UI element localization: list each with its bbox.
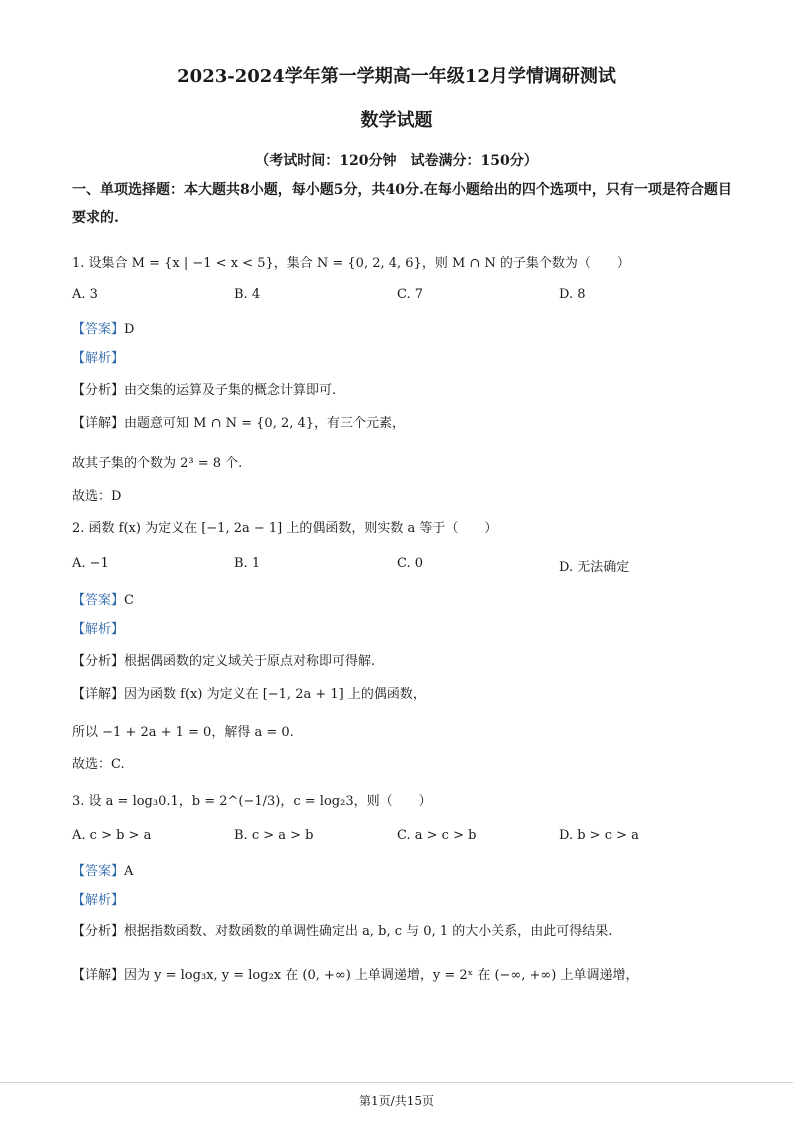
detail-tag: 【详解】 xyxy=(72,416,125,431)
q1-analysis: 由交集的运算及子集的概念计算即可. xyxy=(124,383,337,398)
q2-option-c: C. 0 xyxy=(397,556,424,571)
q3-answer-line xyxy=(72,860,133,879)
q1-analysis-line xyxy=(72,379,336,398)
subject-title: 数学试题 xyxy=(360,110,433,131)
q3-analysis: 根据指数函数、对数函数的单调性确定出 a, b, c 与 0, 1 的大小关系，由此可得结果. xyxy=(124,924,613,939)
exam-info: （考试时间：120分钟 试卷满分：150分） xyxy=(255,153,538,169)
answer-tag: 【答案】 xyxy=(72,322,125,337)
q2-analysis-line xyxy=(72,650,375,669)
q2-choice: 故选：C. xyxy=(72,757,125,772)
analysis-tag: 【分析】 xyxy=(72,924,125,939)
detail-tag: 【详解】 xyxy=(72,968,125,983)
q1-answer: D xyxy=(124,322,135,337)
q3-jiexi-tag: 【解析】 xyxy=(72,893,125,908)
analysis-tag: 【分析】 xyxy=(72,654,125,669)
page-number: 第1页/共15页 xyxy=(359,1094,434,1108)
q3-analysis-line xyxy=(72,920,612,939)
q1-answer-line xyxy=(72,318,134,337)
q1-option-a: A. 3 xyxy=(72,287,98,302)
q2-option-b: B. 1 xyxy=(234,556,261,571)
footer-divider xyxy=(0,1082,793,1083)
section-heading: 一、单项选择题：本大题共8小题，每小题5分，共40分.在每小题给出的四个选项中，只有一项是符合题目要求的. xyxy=(72,182,732,226)
q3-option-b: B. c > a > b xyxy=(234,828,314,843)
q2-option-a: A. −1 xyxy=(72,556,109,571)
q1-option-b: B. 4 xyxy=(234,287,261,302)
q2-jiexi-tag: 【解析】 xyxy=(72,622,125,637)
q2-analysis: 根据偶函数的定义域关于原点对称即可得解. xyxy=(124,654,376,669)
q3-option-d: D. b > c > a xyxy=(559,828,639,843)
detail-tag: 【详解】 xyxy=(72,687,125,702)
q2-detail-line xyxy=(72,683,426,702)
answer-tag: 【答案】 xyxy=(72,864,125,879)
q3-option-c: C. a > c > b xyxy=(397,828,477,843)
q1-detail-2: 故其子集的个数为 2³ = 8 个. xyxy=(72,456,243,471)
exam-title: 2023-2024学年第一学期高一年级12月学情调研测试 xyxy=(177,66,616,87)
q2-answer: C xyxy=(124,593,134,608)
q1-choice: 故选：D xyxy=(72,489,122,504)
question-1-stem: 1. 设集合 M = {x | −1 < x < 5}，集合 N = {0, 2, 4, 6}，则 M ∩ N 的子集个数为（ ） xyxy=(72,256,630,271)
question-2-stem: 2. 函数 f(x) 为定义在 [−1, 2a − 1] 上的偶函数，则实数 a 等于（ ） xyxy=(72,521,498,536)
q3-option-a: A. c > b > a xyxy=(72,828,152,843)
q1-option-d: D. 8 xyxy=(559,287,586,302)
q3-answer: A xyxy=(124,864,134,879)
q2-answer-line xyxy=(72,589,134,608)
q1-option-c: C. 7 xyxy=(397,287,424,302)
q1-jiexi-tag: 【解析】 xyxy=(72,351,125,366)
q1-detail-1: 由题意可知 M ∩ N = {0, 2, 4}，有三个元素， xyxy=(124,416,406,431)
q1-detail-line xyxy=(72,412,405,431)
q3-detail-line xyxy=(72,964,638,983)
q2-detail-1: 因为函数 f(x) 为定义在 [−1, 2a + 1] 上的偶函数， xyxy=(124,687,426,702)
analysis-tag: 【分析】 xyxy=(72,383,125,398)
answer-tag: 【答案】 xyxy=(72,593,125,608)
q2-option-d: D. 无法确定 xyxy=(559,560,630,575)
question-3-stem: 3. 设 a = log₃0.1，b = 2^(−1/3)，c = log₂3，则（ ） xyxy=(72,794,432,809)
q2-detail-2: 所以 −1 + 2a + 1 = 0，解得 a = 0. xyxy=(72,725,294,740)
q3-detail-1: 因为 y = log₃x, y = log₂x 在 (0, +∞) 上单调递增，y = 2ˣ 在 (−∞, +∞) 上单调递增， xyxy=(124,968,639,983)
